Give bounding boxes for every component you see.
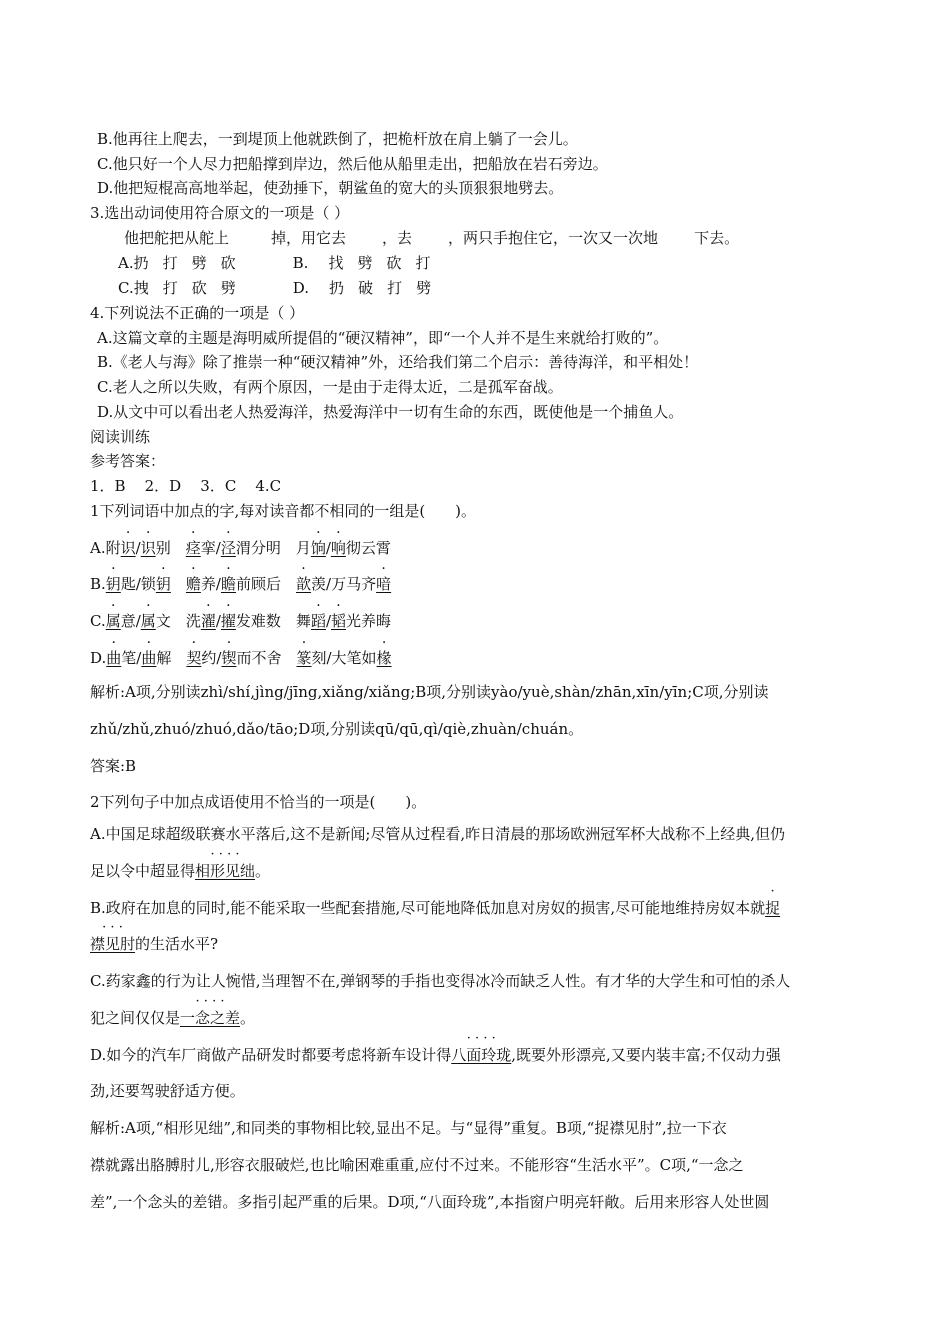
- reference-answer-label: 参考答案：: [90, 452, 166, 470]
- dotted-char: 痉: [185, 539, 201, 557]
- q3-option-b: B. 找 劈 砍 打: [292, 254, 431, 272]
- dotted-char: 瞻: [220, 575, 236, 593]
- q3-option-d: D. 扔 破 打 劈: [292, 279, 432, 297]
- q3-option-a: A.扔 打 劈 砍: [118, 254, 236, 272]
- q4-option-d: D.从文中可以看出老人热爱海洋，热爱海洋中一切有生命的东西，既使他是一个捕鱼人。: [97, 403, 684, 421]
- dotted-char: 泾: [220, 539, 236, 557]
- dotted-char: 蹈: [310, 612, 326, 630]
- p2-analysis-line2: 襟就露出胳膊肘儿,形容衣服破烂,也比喻困难重重,应付不过来。不能形容“生活水平”。C项,“一念之: [90, 1156, 744, 1174]
- p2-option-c-line2: 犯之间仅仅是· · · · 一念之差。: [90, 1008, 255, 1028]
- q4-option-b: B.《老人与海》除了推崇一种“硬汉精神”外，还给我们第二个启示：善待海洋，和平相处！: [97, 353, 699, 371]
- p1-option-d: D.曲笔/曲解 契约/锲而不舍 篆刻/大笔如椽: [90, 649, 392, 667]
- dotted-char: 篆: [296, 649, 312, 667]
- dotted-idiom: · · · · 一念之差: [180, 1008, 240, 1028]
- q4-stem: 4.下列说法不正确的一项是（ ）: [90, 304, 305, 322]
- p2-option-d-line2: 劲,还要驾驶舒适方便。: [90, 1082, 245, 1100]
- dotted-char: 曲: [106, 649, 122, 667]
- p2-analysis-line3: 差”,一个念头的差错。多指引起严重的后果。D项,“八面玲珑”,本指窗户明亮轩敞。后用来形容人处世圆: [90, 1193, 770, 1211]
- dotted-idiom: · · · · 相形见绌: [195, 861, 255, 881]
- q4-option-a: A.这篇文章的主题是海明威所提倡的“硬汉精神”，即“一个人并不是生来就给打败的”。: [97, 329, 669, 347]
- dotted-char: 饷: [310, 539, 326, 557]
- q3-option-c: C.拽 打 砍 劈: [118, 279, 236, 297]
- p1-analysis-line1: 解析:A项,分别读zhì/shí,jìng/jīng,xiǎng/xiǎng;B项,分别读yào/yuè,shàn/zhān,xīn/yīn;C项,分别读: [90, 683, 769, 701]
- reference-answers: 1．B 2．D 3．C 4.C: [90, 477, 282, 495]
- p2-option-a-line1: A.中国足球超级联赛水平落后,这不是新闻;尽管从过程看,昨日清晨的那场欧洲冠军杯大战称不上经典,但仍: [90, 825, 785, 843]
- q3-stem: 3.选出动词使用符合原文的一项是（ ）: [90, 204, 350, 222]
- dotted-idiom: · · · · 八面玲珑: [451, 1045, 511, 1065]
- p1-analysis-line2: zhǔ/zhǔ,zhuó/zhuó,dǎo/tāo;D项,分别读qū/qū,qì/qiè,zhuàn/chuán。: [90, 720, 584, 738]
- q2-option-c: C.他只好一个人尽力把船撑到岸边，然后他从船里走出，把船放在岩石旁边。: [97, 155, 608, 173]
- section-title: 阅读训练: [90, 428, 151, 446]
- p2-option-d-line1: D.如今的汽车厂商做产品研发时都要考虑将新车设计得· · · · 八面玲珑,既要外形漂亮,又要内装丰富;不仅动力强: [90, 1045, 781, 1065]
- dotted-char: 擢: [220, 612, 236, 630]
- q2-option-b: B.他再往上爬去，一到堤顶上他就跌倒了，把桅杆放在肩上躺了一会儿。: [97, 130, 578, 148]
- dotted-char: 喑: [376, 575, 392, 593]
- dotted-char: 椽: [376, 649, 392, 667]
- q2-option-d: D.他把短棍高高地举起，使劲捶下，朝鲨鱼的宽大的头顶狠狠地劈去。: [97, 179, 564, 197]
- dotted-idiom: 捉: [765, 899, 781, 917]
- p2-option-a-line2: 足以令中超显得· · · · 相形见绌。: [90, 861, 270, 881]
- p2-option-b-line2: · · · 襟见肘的生活水平?: [90, 934, 218, 954]
- dotted-char: 赡: [185, 575, 201, 593]
- dotted-char: 属: [140, 612, 156, 630]
- q4-option-c: C.老人之所以失败，有两个原因，一是由于走得太近，二是孤军奋战。: [97, 378, 563, 396]
- dotted-char: 钥: [105, 575, 121, 593]
- dotted-char: 契: [186, 649, 202, 667]
- p1-option-b: B.钥匙/锁钥 赡养/瞻前顾后 歆羡/万马齐喑: [90, 575, 392, 593]
- p2-stem: 2下列句子中加点成语使用不恰当的一项是( )。: [90, 793, 427, 811]
- p1-option-c: C.属意/属文 洗濯/擢发难数 舞蹈/韬光养晦: [90, 612, 392, 630]
- p1-option-a: A.附识/识别 痉挛/泾渭分明 月饷/响彻云霄: [90, 539, 391, 557]
- p1-stem: 1下列词语中加点的字,每对读音都不相同的一组是( )。: [90, 502, 477, 520]
- q3-options-ab: [118, 253, 431, 273]
- p2-analysis-line1: 解析:A项,“相形见绌”,和同类的事物相比较,显出不足。与“显得”重复。B项,“捉襟见肘”,拉一下衣: [90, 1119, 727, 1137]
- dotted-char: 识: [120, 539, 136, 557]
- dotted-char: 韬: [331, 612, 347, 630]
- dotted-char: 响: [330, 539, 346, 557]
- dotted-char: 识: [140, 539, 156, 557]
- p2-option-b-line1: B.政府在加息的同时,能不能采取一些配套措施,尽可能地降低加息对房奴的损害,尽可能地维持房奴本就捉: [90, 899, 781, 917]
- q3-sentence: 他把舵把从舵上 掉，用它去 ，去 ，两只手抱住它，一次又一次地 下去。: [124, 229, 740, 247]
- p2-option-c-line1: C.药家鑫的行为让人惋惜,当理智不在,弹钢琴的手指也变得冰冷而缺乏人性。有才华的大学生和可怕的杀人: [90, 972, 791, 990]
- p1-answer: 答案:B: [90, 757, 137, 775]
- dotted-char: 歆: [296, 575, 312, 593]
- dotted-char: 濯: [200, 612, 216, 630]
- dotted-char: 钥: [155, 575, 171, 593]
- q3-options-cd: [118, 278, 431, 298]
- dotted-char: 曲: [141, 649, 157, 667]
- dotted-char: 属: [105, 612, 121, 630]
- dotted-char: 锲: [221, 649, 237, 667]
- dotted-idiom: · · · 襟见肘: [90, 934, 135, 954]
